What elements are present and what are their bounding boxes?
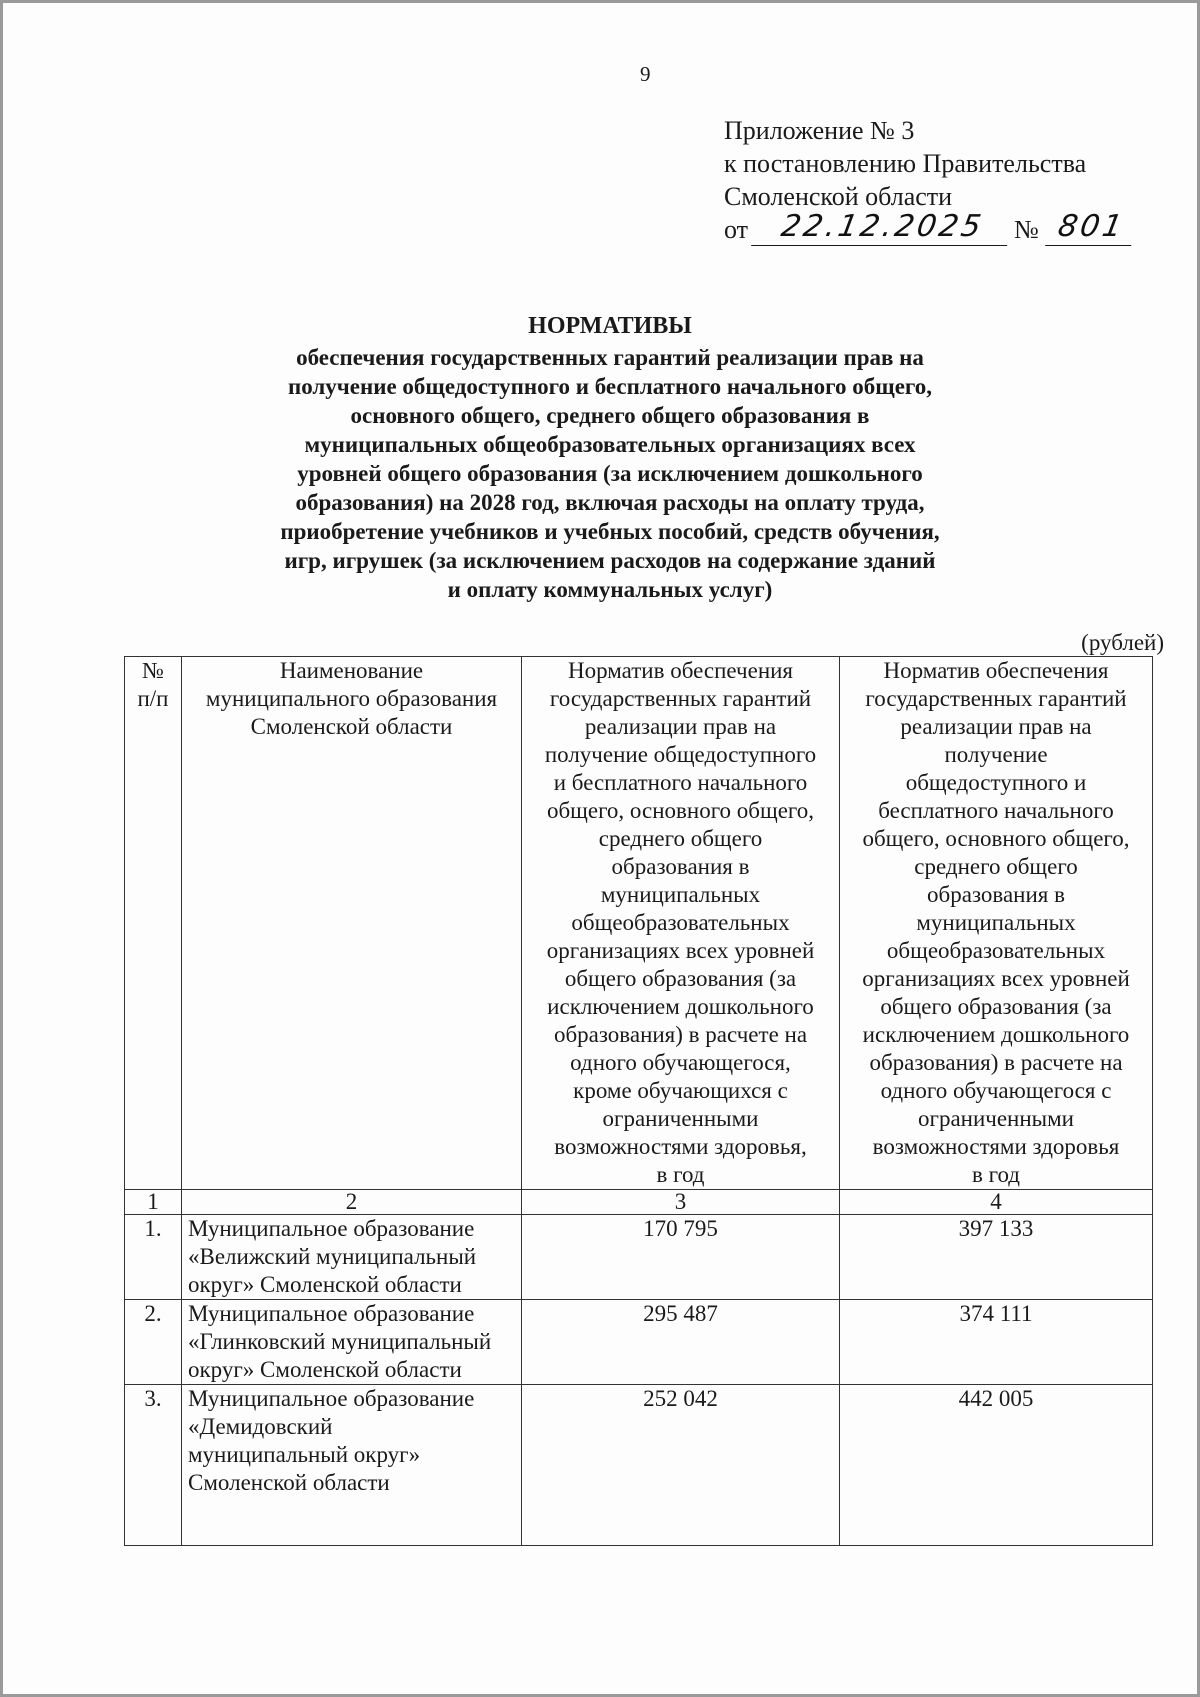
appendix-block [724,114,1154,253]
appendix-line-1: Приложение № 3 [724,116,915,145]
table-row [125,1385,1153,1546]
appendix-line-2: к постановлению Правительства [724,149,1087,178]
row-number: 2. [125,1300,182,1385]
date-prefix: от [724,215,749,244]
title-line: и оплату коммунальных услуг) [447,577,773,602]
title-line: игр, игрушек (за исключением расходов на содержание зданий [284,548,936,573]
row-number: 1. [125,1215,182,1300]
column-number: 4 [840,1190,1153,1215]
municipality-name: Муниципальное образование «Глинковский муниципальный округ» Смоленской области [182,1300,522,1385]
title-line: приобретение учебников и учебных пособий, средств обучения, [280,519,940,544]
value-regular: 252 042 [522,1385,840,1546]
norms-table [124,656,1153,1546]
municipality-name: Муниципальное образование «Велижский муниципальный округ» Смоленской области [182,1215,522,1300]
value-regular: 295 487 [522,1300,840,1385]
units-label: (рублей) [1081,630,1164,655]
header-norm-regular: Норматив обеспечения государственных гарантий реализации прав на получение общедоступного и бесплатного начального общего, основного общего, среднего общего образования в муниципальных общеобразовательных организациях всех уровней общего образования (за исключением дошкольного образования) в расчете на одного обучающегося, кроме обучающихся с ограниченными возможностями здоровья, в год [522,657,840,1190]
title-line: получение общедоступного и бесплатного начального общего, [287,374,933,399]
page-number: 9 [640,62,651,86]
row-number: 3. [125,1385,182,1546]
number-prefix: № [1014,215,1039,244]
header-num: № п/п [125,657,182,1190]
column-number: 1 [125,1190,182,1215]
table-row [125,1300,1153,1385]
appendix-line-3: Смоленской области [724,182,953,211]
table-row [125,1215,1153,1300]
title-line: уровней общего образования (за исключением дошкольного [297,461,923,486]
header-norm-disabled: Норматив обеспечения государственных гарантий реализации прав на получение общедоступного и бесплатного начального общего, основного общего, среднего общего образования в муниципальных общеобразовательных организациях всех уровней общего образования (за исключением дошкольного образования) в расчете на одного обучающегося с ограниченными возможностями здоровья в год [840,657,1153,1190]
value-regular: 170 795 [522,1215,840,1300]
value-disabled: 442 005 [840,1385,1153,1546]
value-disabled: 374 111 [840,1300,1153,1385]
date-number-line [724,209,1154,253]
column-number: 3 [522,1190,840,1215]
number-handwritten: 801 [1045,213,1137,246]
municipality-name: Муниципальное образование «Демидовский муниципальный округ» Смоленской области [182,1385,522,1546]
title-line: муниципальных общеобразовательных организациях всех [304,432,916,457]
header-name: Наименование муниципального образования Смоленской области [182,657,522,1190]
value-disabled: 397 133 [840,1215,1153,1300]
title-main: НОРМАТИВЫ [528,313,692,339]
column-number: 2 [182,1190,522,1215]
title-line: основного общего, среднего общего образования в [350,403,870,428]
date-handwritten: 22.12.2025 [751,213,1013,246]
title-line: образования) на 2028 год, включая расходы на оплату труда, [295,490,925,515]
title-line: обеспечения государственных гарантий реализации прав на [296,345,924,370]
column-number-row [125,1190,1153,1215]
header-row [125,657,1153,1190]
document-title [280,312,940,604]
